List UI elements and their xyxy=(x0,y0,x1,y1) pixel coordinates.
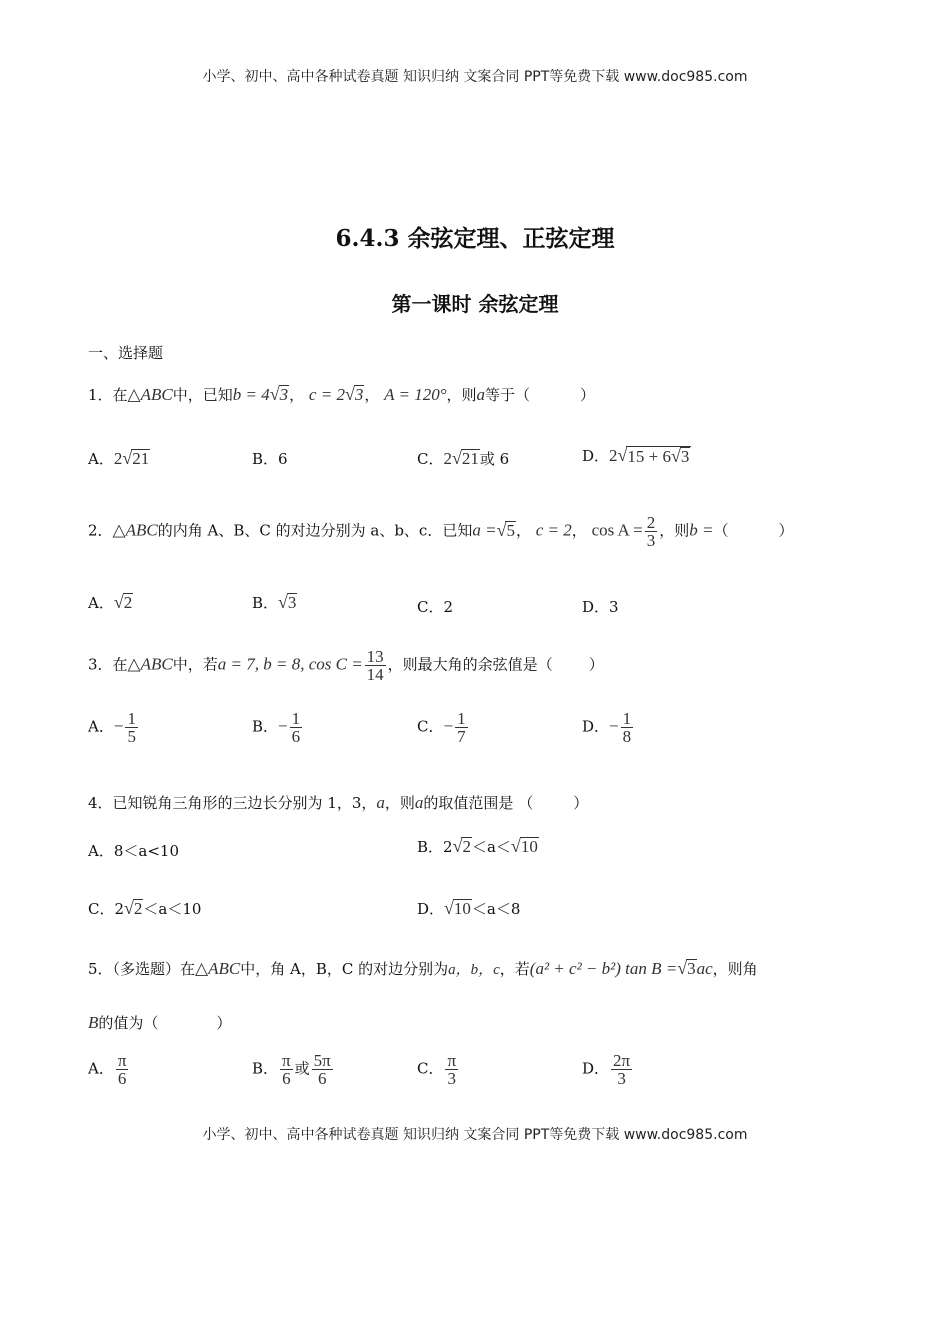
q3-condition: a = 7, b = 8, cos C = xyxy=(217,654,363,674)
q4-text: 4．已知锐角三角形的三边长分别为 1，3， xyxy=(88,794,377,812)
q4-option-b: B．2 √ 2 ＜a＜ √ 10 xyxy=(417,836,538,856)
q1-c-sqrt: √ 3 xyxy=(344,384,364,404)
q5-text4: 的值为（ xyxy=(98,1014,159,1032)
q5-eq-ac: ac xyxy=(696,959,713,978)
q2-cos-frac: $\frac{2}{3}$ xyxy=(646,513,656,550)
q1-num: 1．在 xyxy=(88,386,128,404)
q1-text3: 等于（ xyxy=(485,386,531,404)
q5-angle-b: B xyxy=(88,1013,99,1032)
q1-option-c: C．2 √ 21 或 6 xyxy=(417,448,510,468)
q2-c-eq: c = 2 xyxy=(535,520,572,540)
q4-var: a xyxy=(376,793,385,812)
question-3 xyxy=(88,648,604,683)
q2-b-eq: b = xyxy=(689,520,714,540)
q3-option-a: A．− $\frac{1}{5}$ xyxy=(88,709,136,746)
q5-text: 中，角 A，B，C 的对边分别为 xyxy=(240,960,449,978)
q2-option-c: C．2 xyxy=(417,598,454,616)
q5-option-b: B． $\frac{\pi}{6}$ 或 $\frac{5\pi}{6}$ xyxy=(252,1051,331,1088)
q3-triangle: △ABC xyxy=(127,654,173,674)
q1-c-eq: c = 2 xyxy=(308,385,345,404)
q3-text: 中，若 xyxy=(172,655,218,674)
question-5-cont xyxy=(88,1012,231,1034)
q5-eq-sqrt: √ 3 xyxy=(677,958,696,978)
q4-var2: a xyxy=(414,793,424,812)
q2-num: 2． xyxy=(88,521,113,540)
q2-a-eq: a = xyxy=(472,520,497,540)
q1-b-eq: b = 4 xyxy=(232,385,270,404)
q1-b-sqrt: √ 3 xyxy=(269,384,289,404)
page-footer: 小学、初中、高中各种试卷真题 知识归纳 文案合同 PPT等免费下载 www.doc985.com xyxy=(202,1127,748,1143)
q3-option-c: C．− $\frac{1}{7}$ xyxy=(417,709,466,746)
q2-option-b: B． √ 3 xyxy=(252,592,297,612)
question-4 xyxy=(88,792,588,814)
q1-sep1: ， xyxy=(289,386,305,404)
question-5 xyxy=(88,958,758,981)
q5-option-a: A． $\frac{\pi}{6}$ xyxy=(88,1051,127,1088)
q3-text2: ，则最大角的余弦值是（ xyxy=(387,655,553,674)
q5-text2: ，若 xyxy=(499,960,530,978)
q4-text2: ，则 xyxy=(384,794,415,812)
q1-var: a xyxy=(476,385,486,404)
q5-option-d: D． $\frac{2\pi}{3}$ xyxy=(582,1051,631,1088)
q5-triangle: △ABC xyxy=(195,959,241,978)
q1-triangle: △ABC xyxy=(127,385,173,404)
q1-option-d: D．2 √ 15 + 6 √ 3 xyxy=(582,445,690,466)
q5-equation: (a² + c² − b²) tan B = xyxy=(529,959,678,978)
page-title: 6.4.3 余弦定理、正弦定理 xyxy=(335,225,615,252)
q2-sep1: ， xyxy=(515,521,531,540)
q1-option-b: B．6 xyxy=(252,450,288,468)
q4-option-d: D． √ 10 ＜a＜8 xyxy=(417,898,521,918)
question-2 xyxy=(88,514,794,549)
q4-option-c: C．2 √ 2 ＜a＜10 xyxy=(88,898,202,918)
page-subtitle: 第一课时 余弦定理 xyxy=(391,292,559,316)
q2-option-a: A． √ 2 xyxy=(88,592,133,612)
q4-option-a: A．8＜a<10 xyxy=(88,842,179,860)
q4-text3: 的取值范围是 （ xyxy=(423,794,534,812)
section-heading: 一、选择题 xyxy=(88,344,164,362)
q2-cos-eq: cos A = xyxy=(591,520,643,540)
q5-close: ） xyxy=(216,1014,232,1032)
q3-option-d: D．− $\frac{1}{8}$ xyxy=(582,709,632,746)
q1-sep2: ， xyxy=(364,386,380,404)
q3-num: 3．在 xyxy=(88,655,128,674)
q2-sep2: ， xyxy=(571,521,587,540)
q1-text: 中，已知 xyxy=(172,386,233,404)
q5-option-c: C． $\frac{\pi}{3}$ xyxy=(417,1051,457,1088)
q2-text2: ，则 xyxy=(659,521,690,540)
q2-a-sqrt: √ 5 xyxy=(496,519,515,540)
q4-close: ） xyxy=(573,794,589,812)
q1-angle-eq: A = 120° xyxy=(384,385,447,404)
q1-close: ） xyxy=(580,386,596,404)
q5-text3: ，则角 xyxy=(712,960,758,978)
q2-text3: （ xyxy=(713,521,729,540)
q1-text2: ，则 xyxy=(446,386,477,404)
q2-text: 的内角 A、B、C 的对边分别为 a、b、c．已知 xyxy=(157,521,473,540)
question-1 xyxy=(88,384,595,406)
q2-option-d: D．3 xyxy=(582,598,619,616)
q3-cos-frac: $\frac{13}{14}$ xyxy=(366,647,384,684)
q5-vars: a，b，c xyxy=(448,962,500,978)
q5-num: 5．（多选题）在 xyxy=(88,960,196,978)
q3-close: ） xyxy=(588,655,604,674)
q3-option-b: B．− $\frac{1}{6}$ xyxy=(252,709,301,746)
q2-triangle: △ABC xyxy=(112,520,158,540)
page-header: 小学、初中、高中各种试卷真题 知识归纳 文案合同 PPT等免费下载 www.doc985.com xyxy=(202,69,748,85)
q2-close: ） xyxy=(778,521,794,540)
q1-option-a: A．2 √ 21 xyxy=(88,448,150,468)
